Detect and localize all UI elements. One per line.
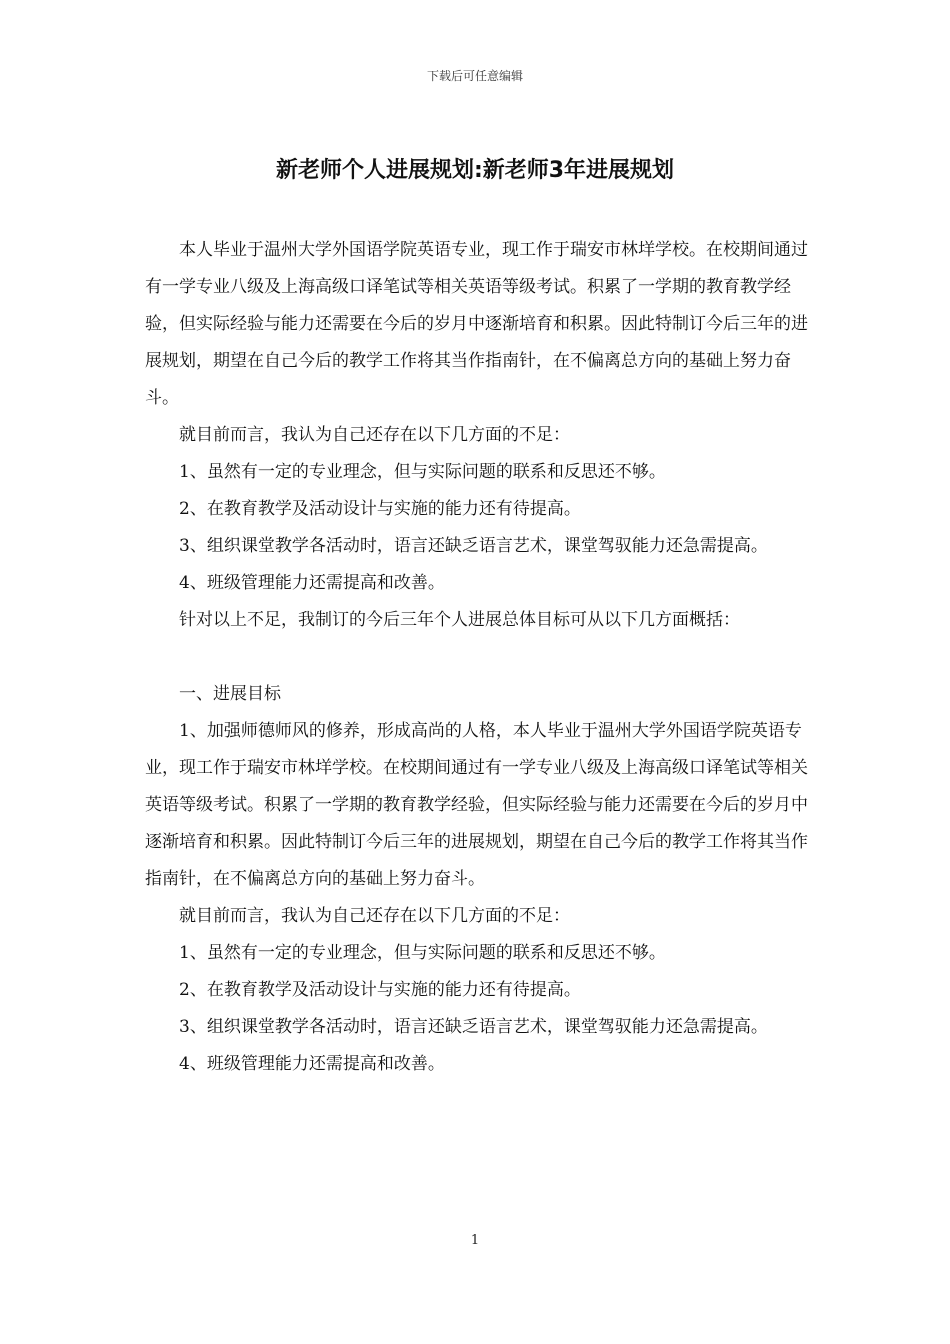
list-item: 4、班级管理能力还需提高和改善。 xyxy=(179,1054,445,1074)
blank-line xyxy=(145,639,813,676)
paragraph: 就目前而言，我认为自己还存在以下几方面的不足： xyxy=(179,425,570,445)
paragraph: 针对以上不足，我制订的今后三年个人进展总体目标可从以下几方面概括： xyxy=(179,610,740,630)
list-item: 1、虽然有一定的专业理念，但与实际问题的联系和反思还不够。 xyxy=(179,462,666,482)
list-item: 4、班级管理能力还需提高和改善。 xyxy=(179,573,445,593)
section-heading: 一、进展目标 xyxy=(179,684,281,704)
header-note: 下载后可任意编辑 xyxy=(426,69,523,83)
document-title: 新老师个人进展规划:新老师3年进展规划 xyxy=(275,158,675,183)
list-item: 3、组织课堂教学各活动时，语言还缺乏语言艺术，课堂驾驭能力还急需提高。 xyxy=(179,1017,768,1037)
paragraph: 本人毕业于温州大学外国语学院英语专业，现工作于瑞安市林垟学校。在校期间通过有一学专业八级及上海高级口译笔试等相关英语等级考试。积累了一学期的教育教学经验，但实际经验与能力还需要在今后的岁月中逐渐培育和积累。因此特制订今后三年的进展规划，期望在自己今后的教学工作将其当作指南针，在不偏离总方向的基础上努力奋斗。 xyxy=(145,240,808,408)
document-body xyxy=(145,232,813,1083)
page-number: 1 xyxy=(470,1233,480,1248)
list-item: 3、组织课堂教学各活动时，语言还缺乏语言艺术，课堂驾驭能力还急需提高。 xyxy=(179,536,768,556)
list-item: 1、虽然有一定的专业理念，但与实际问题的联系和反思还不够。 xyxy=(179,943,666,963)
paragraph: 1、加强师德师风的修养，形成高尚的人格，本人毕业于温州大学外国语学院英语专业，现工作于瑞安市林垟学校。在校期间通过有一学专业八级及上海高级口译笔试等相关英语等级考试。积累了一学期的教育教学经验，但实际经验与能力还需要在今后的岁月中逐渐培育和积累。因此特制订今后三年的进展规划，期望在自己今后的教学工作将其当作指南针，在不偏离总方向的基础上努力奋斗。 xyxy=(145,721,808,889)
list-item: 2、在教育教学及活动设计与实施的能力还有待提高。 xyxy=(179,980,581,1000)
list-item: 2、在教育教学及活动设计与实施的能力还有待提高。 xyxy=(179,499,581,519)
paragraph: 就目前而言，我认为自己还存在以下几方面的不足： xyxy=(179,906,570,926)
